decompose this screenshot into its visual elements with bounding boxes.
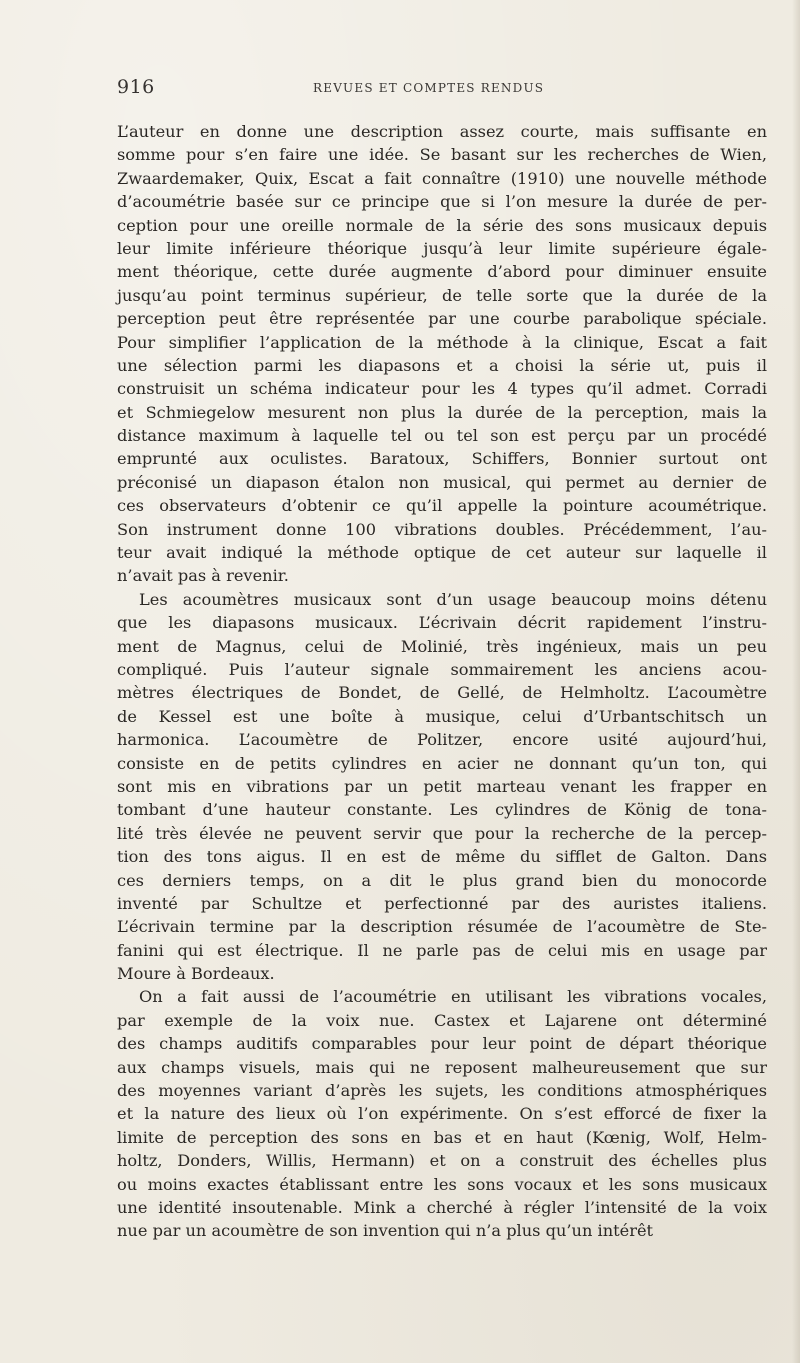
page-number: 916 — [117, 76, 155, 98]
text-line: fanini qui est électrique. Il ne parle pas de celui mis en usage par — [117, 940, 767, 960]
text-line: Moure à Bordeaux. — [117, 964, 275, 984]
text-line: consiste en de petits cylindres en acier ne donnant qu’un ton, qui — [117, 753, 767, 773]
text-line: tombant d’une hauteur constante. Les cylindres de König de tona- — [117, 800, 767, 820]
text-line: ception pour une oreille normale de la série des sons musicaux depuis — [117, 215, 767, 235]
text-line: inventé par Schultze et perfectionné par des auristes italiens. — [117, 893, 767, 913]
text-line: L’auteur en donne une description assez courte, mais suffisante en — [117, 122, 767, 141]
text-line: ou moins exactes établissant entre les sons vocaux et les sons musicaux — [117, 1174, 767, 1194]
text-line: L’écrivain termine par la description résumée de l’acoumètre de Ste- — [117, 917, 767, 937]
body-text — [117, 120, 767, 1243]
running-head — [117, 76, 767, 100]
text-line: sont mis en vibrations par un petit marteau venant les frapper en — [117, 776, 767, 796]
text-line: que les diapasons musicaux. L’écrivain décrit rapidement l’instru- — [117, 613, 767, 633]
text-line: jusqu’au point terminus supérieur, de telle sorte que la durée de la — [117, 285, 767, 305]
text-line: compliqué. Puis l’auteur signale sommairement les anciens acou- — [117, 659, 767, 679]
text-line: mètres électriques de Bondet, de Gellé, de Helmholtz. L’acoumètre — [117, 683, 767, 703]
text-line: et la nature des lieux où l’on expérimente. On s’est efforcé de fixer la — [117, 1104, 767, 1124]
text-line: limite de perception des sons en bas et en haut (Kœnig, Wolf, Helm- — [117, 1127, 767, 1147]
text-line: tion des tons aigus. Il en est de même du sifflet de Galton. Dans — [117, 847, 767, 867]
text-line: des champs auditifs comparables pour leur point de départ théorique — [117, 1034, 767, 1054]
text-line: construisit un schéma indicateur pour les 4 types qu’il admet. Corradi — [117, 379, 767, 399]
text-line: Pour simplifier l’application de la méthode à la clinique, Escat a fait — [117, 332, 767, 352]
text-line: préconisé un diapason étalon non musical, qui permet au dernier de — [117, 472, 767, 492]
text-line: distance maximum à laquelle tel ou tel son est perçu par un procédé — [117, 426, 767, 446]
text-line: ment de Magnus, celui de Molinié, très ingénieux, mais un peu — [117, 636, 767, 656]
text-line: et Schmiegelow mesurent non plus la durée de la perception, mais la — [117, 402, 767, 422]
text-line: teur avait indiqué la méthode optique de cet auteur sur laquelle il — [117, 543, 767, 563]
text-line: une identité insoutenable. Mink a cherché à régler l’intensité de la voix — [117, 1197, 767, 1217]
text-line: ces derniers temps, on a dit le plus grand bien du monocorde — [117, 870, 767, 890]
text-line: aux champs visuels, mais qui ne reposent malheureusement que sur — [117, 1057, 767, 1077]
text-line: de Kessel est une boîte à musique, celui d’Urbantschitsch un — [117, 706, 767, 726]
text-line: par exemple de la voix nue. Castex et Lajarene ont déterminé — [117, 1010, 767, 1030]
running-head-title: REVUES ET COMPTES RENDUS — [313, 81, 545, 95]
paragraph — [117, 588, 767, 986]
text-line: ces observateurs d’obtenir ce qu’il appelle la pointure acoumétrique. — [117, 496, 767, 516]
text-line: lité très élevée ne peuvent servir que pour la recherche de la percep- — [117, 823, 767, 843]
text-line: d’acoumétrie basée sur ce principe que si l’on mesure la durée de per- — [117, 192, 767, 212]
text-line: holtz, Donders, Willis, Hermann) et on a construit des échelles plus — [117, 1151, 767, 1171]
text-line: ment théorique, cette durée augmente d’abord pour diminuer ensuite — [117, 262, 767, 282]
text-line: nue par un acoumètre de son invention qui n’a plus qu’un intérêt — [117, 1221, 654, 1241]
text-line: harmonica. L’acoumètre de Politzer, encore usité aujourd’hui, — [117, 730, 767, 750]
text-line: somme pour s’en faire une idée. Se basant sur les recherches de Wien, — [117, 145, 767, 165]
text-line: emprunté aux oculistes. Baratoux, Schiffers, Bonnier surtout ont — [117, 449, 767, 469]
paragraph — [117, 985, 767, 1242]
text-line: une sélection parmi les diapasons et a choisi la série ut, puis il — [117, 355, 767, 375]
text-line: leur limite inférieure théorique jusqu’à leur limite supérieure égale- — [117, 238, 767, 258]
text-line: n’avait pas à revenir. — [117, 566, 289, 586]
text-line: Son instrument donne 100 vibrations doubles. Précédemment, l’au- — [117, 519, 767, 539]
text-line: On a fait aussi de l’acoumétrie en utilisant les vibrations vocales, — [139, 987, 767, 1007]
paragraph — [117, 120, 767, 588]
text-line: Zwaardemaker, Quix, Escat a fait connaître (1910) une nouvelle méthode — [117, 168, 767, 188]
text-line: des moyennes variant d’après les sujets, les conditions atmosphériques — [117, 1081, 767, 1101]
text-line: Les acoumètres musicaux sont d’un usage beaucoup moins détenu — [139, 589, 767, 609]
text-line: perception peut être représentée par une courbe parabolique spéciale. — [117, 309, 767, 329]
